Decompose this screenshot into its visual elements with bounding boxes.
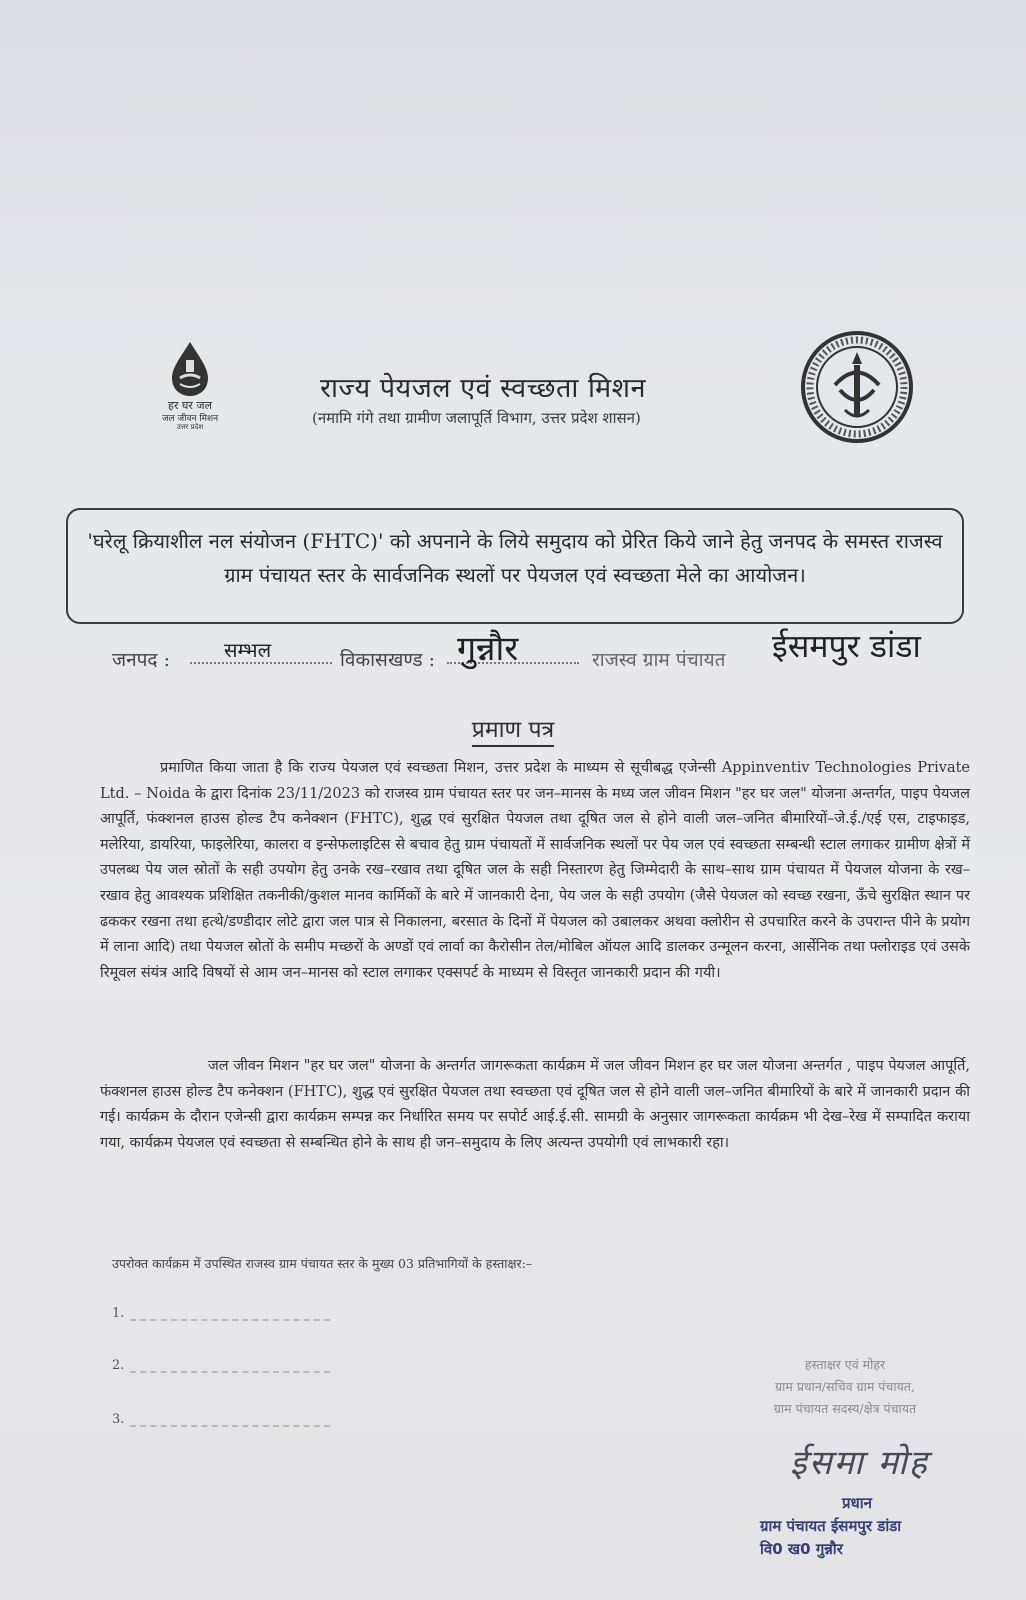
location-fields xyxy=(112,627,992,686)
certificate-title-text: प्रमाण पत्र xyxy=(472,717,555,747)
signature-line-1 xyxy=(112,1306,330,1321)
stamp-line-2: ग्राम पंचायत ईसमपुर डांडा xyxy=(760,1517,902,1535)
district-value: सम्भल xyxy=(224,638,272,662)
handwritten-signature: ईसमा मोह xyxy=(790,1443,929,1483)
block-label: विकासखण्ड : xyxy=(340,649,436,671)
logo-text-1: हर घर जल xyxy=(168,399,212,412)
page-subtitle: (नमामि गंगे तथा ग्रामीण जलापूर्ति विभाग, उत्तर प्रदेश शासन) xyxy=(312,409,641,427)
district-label: जनपद : xyxy=(112,649,170,671)
water-drop-icon xyxy=(150,338,230,398)
signature-line-3 xyxy=(112,1412,330,1427)
village-label: राजस्व ग्राम पंचायत xyxy=(592,649,726,671)
banner-text: 'घरेलू क्रियाशील नल संयोजन (FHTC)' को अपनाने के लिये समुदाय को प्रेरित किये जाने हेतु जनपद के समस्त राजस्व ग्राम पंचायत स्तर के सार्वजनिक स्थलों पर पेयजल एवं स्वच्छता मेले का आयोजन। xyxy=(87,529,943,587)
certificate-title xyxy=(0,712,1026,744)
page-title: राज्य पेयजल एवं स्वच्छता मिशन xyxy=(320,373,646,404)
authority-line-2: ग्राम प्रधान/सचिव ग्राम पंचायत, xyxy=(775,1379,915,1394)
signature-line-number: 1. xyxy=(112,1306,125,1321)
signature-line-number: 3. xyxy=(112,1412,125,1427)
har-ghar-jal-logo xyxy=(150,338,230,433)
stamp-line-3: वि0 ख0 गुन्नौर xyxy=(760,1540,843,1558)
village-value: ईसमपुर डांडा xyxy=(772,627,921,665)
certificate-paragraph-2: जल जीवन मिशन "हर घर जल" योजना के अन्तर्गत जागरूकता कार्यक्रम में जल जीवन मिशन हर घर जल योजना अन्तर्गत , पाइप पेयजल आपूर्ति, फंक्शनल हाउस होल्ड टैप कनेक्शन (FHTC), शुद्ध एवं सुरक्षित पेयजल तथा स्वच्छता एवं दूषित जल से होने वाली जल–जनित बीमारियों के बारे में जानकारी प्रदान की गई। कार्यक्रम के दौरान एजेन्सी द्वारा कार्यक्रम सम्पन्न कर निर्धारित समय पर सपोर्ट आई.ई.सी. सामग्री के अनुसार जागरूकता कार्यक्रम भी देख–रेख में सम्पादित कराया गया, कार्यक्रम पेयजल एवं स्वच्छता से सम्बन्धित होने के साथ ही जन–समुदाय के लिए अत्यन्त उपयोगी एवं लाभकारी रहा। xyxy=(100,1058,971,1151)
up-government-emblem xyxy=(800,330,915,445)
block-value: गुन्नौर xyxy=(457,629,519,669)
signature-intro: उपरोक्त कार्यक्रम में उपस्थित राजस्व ग्राम पंचायत स्तर के मुख्य 03 प्रतिभागियों के हस्ताक्षर:– xyxy=(112,1256,533,1271)
signature-line-number: 2. xyxy=(112,1358,125,1373)
event-banner xyxy=(66,508,964,624)
logo-text-3: उत्तर प्रदेश xyxy=(176,423,204,431)
authority-line-1: हस्ताक्षर एवं मोहर xyxy=(804,1357,886,1372)
signature-line-2 xyxy=(112,1358,330,1373)
stamp-line-1: प्रधान xyxy=(842,1494,872,1512)
state-emblem-icon xyxy=(800,330,915,445)
authority-line-3: ग्राम पंचायत सदस्य/क्षेत्र पंचायत xyxy=(773,1401,917,1416)
authority-block xyxy=(720,1354,970,1420)
pradhan-stamp xyxy=(760,1492,960,1561)
certificate-paragraph-1: प्रमाणित किया जाता है कि राज्य पेयजल एवं स्वच्छता मिशन, उत्तर प्रदेश के माध्यम से सूचीबद्ध एजेन्सी Appinventiv Technologies Private Ltd. – Noida के द्वारा दिनांक 23/11/2023 को राजस्व ग्राम पंचायत स्तर पर जन–मानस के मध्य जल जीवन मिशन "हर घर जल" योजना अन्तर्गत, पाइप पेयजल आपूर्ति, फंक्शनल हाउस होल्ड टैप कनेक्शन (FHTC), शुद्ध एवं सुरक्षित पेयजल तथा दूषित जल से होने वाली जल–जनित बीमारियों–जे.ई./एई एस, टाइफाइड, मलेरिया, डायरिया, फाइलेरिया, कालरा व इन्सेफलाइटिस से बचाव हेतु ग्राम पंचायतों में सार्वजनिक स्थलों पर पेय जल एवं स्वच्छता सम्बन्धी स्टाल लगाकर ग्रामीण क्षेत्रों में उपलब्ध पेय जल स्रोतों के सही उपयोग हेतु उनके रख–रखाव तथा दूषित जल के सही निस्तारण हेतु जिम्मेदारी के साथ–साथ ग्राम पंचायत में पेयजल योजना के रख–रखाव हेतु आवश्यक प्रशिक्षित तकनीकी/कुशल मानव कार्मिकों के बारे में जानकारी देना, पेय जल के सही उपयोग (जैसे पेयजल को स्वच्छ रखना, ऊँचे सुरक्षित स्थान पर ढककर रखना तथा हत्थे/डण्डीदार लोटे द्वारा जल पात्र से निकालना, बरसात के दिनों में पेयजल को उबालकर अथवा क्लोरीन से उपचारित करने के उपरान्त पीने के प्रयोग में लाना आदि) तथा पेयजल स्रोतों के समीप मच्छरों के अण्डों एवं लार्वा का कैरोसीन तेल/मोबिल ऑयल आदि डालकर उन्मूलन करना, आर्सेनिक तथा फ्लोराइड एवं उसके रिमूवल संयंत्र आदि विषयों से आम जन–मानस को स्टाल लगाकर एक्सपर्ट के माध्यम से विस्तृत जानकारी प्रदान की गयी। xyxy=(100,760,971,981)
logo-text-2: जल जीवन मिशन xyxy=(161,414,219,424)
